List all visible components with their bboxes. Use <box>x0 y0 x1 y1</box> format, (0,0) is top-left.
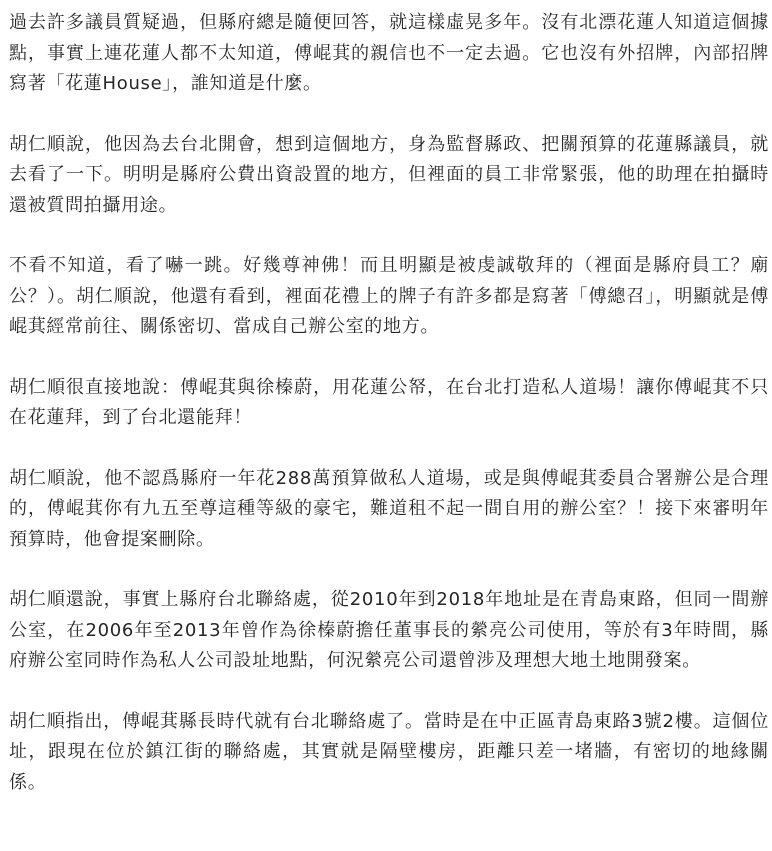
article-paragraph-1: 過去許多議員質疑過，但縣府總是隨便回答，就這樣虛晃多年。沒有北漂花蓮人知道這個據點，事實上連花蓮人都不太知道，傅崐萁的親信也不一定去過。它也沒有外招牌，內部招牌寫著「花蓮House」，誰知道是什麼。 <box>9 12 769 94</box>
article-body <box>9 8 769 798</box>
article-paragraph-2: 胡仁順說，他因為去台北開會，想到這個地方，身為監督縣政、把關預算的花蓮縣議員，就去看了一下。明明是縣府公費出資設置的地方，但裡面的員工非常緊張，他的助理在拍攝時還被質問拍攝用途。 <box>9 133 769 216</box>
article-paragraph-3: 不看不知道，看了嚇一跳。好幾尊神佛！而且明顯是被虔誠敬拜的（裡面是縣府員工？廟公？）。胡仁順說，他還有看到，裡面花禮上的牌子有許多都是寫著「傅總召」，明顯就是傅崐萁經常前往、關係密切、當成自己辦公室的地方。 <box>9 255 769 337</box>
article-paragraph-7: 胡仁順指出，傅崐萁縣長時代就有台北聯絡處了。當時是在中正區青島東路3號2樓。這個位址，跟現在位於鎮江街的聯絡處，其實就是隔壁樓房，距離只差一堵牆，有密切的地緣關係。 <box>9 710 769 793</box>
article-paragraph-6: 胡仁順還說，事實上縣府台北聯絡處，從2010年到2018年地址是在青島東路，但同一間辦公室，在2006年至2013年曾作為徐榛蔚擔任董事長的縈亮公司使用，等於有3年時間，縣府辦公室同時作為私人公司設址地點，何況縈亮公司還曾涉及理想大地土地開發案。 <box>9 589 769 671</box>
article-paragraph-4: 胡仁順很直接地說：傅崐萁與徐榛蔚，用花蓮公帑，在台北打造私人道場！讓你傅崐萁不只在花蓮拜，到了台北還能拜！ <box>9 376 769 428</box>
article-paragraph-5: 胡仁順說，他不認爲縣府一年花288萬預算做私人道場，或是與傅崐萁委員合署辦公是合理的，傅崐萁你有九五至尊這種等級的豪宅，難道租不起一間自用的辦公室？！接下來審明年預算時，他會提案刪除。 <box>9 467 769 550</box>
